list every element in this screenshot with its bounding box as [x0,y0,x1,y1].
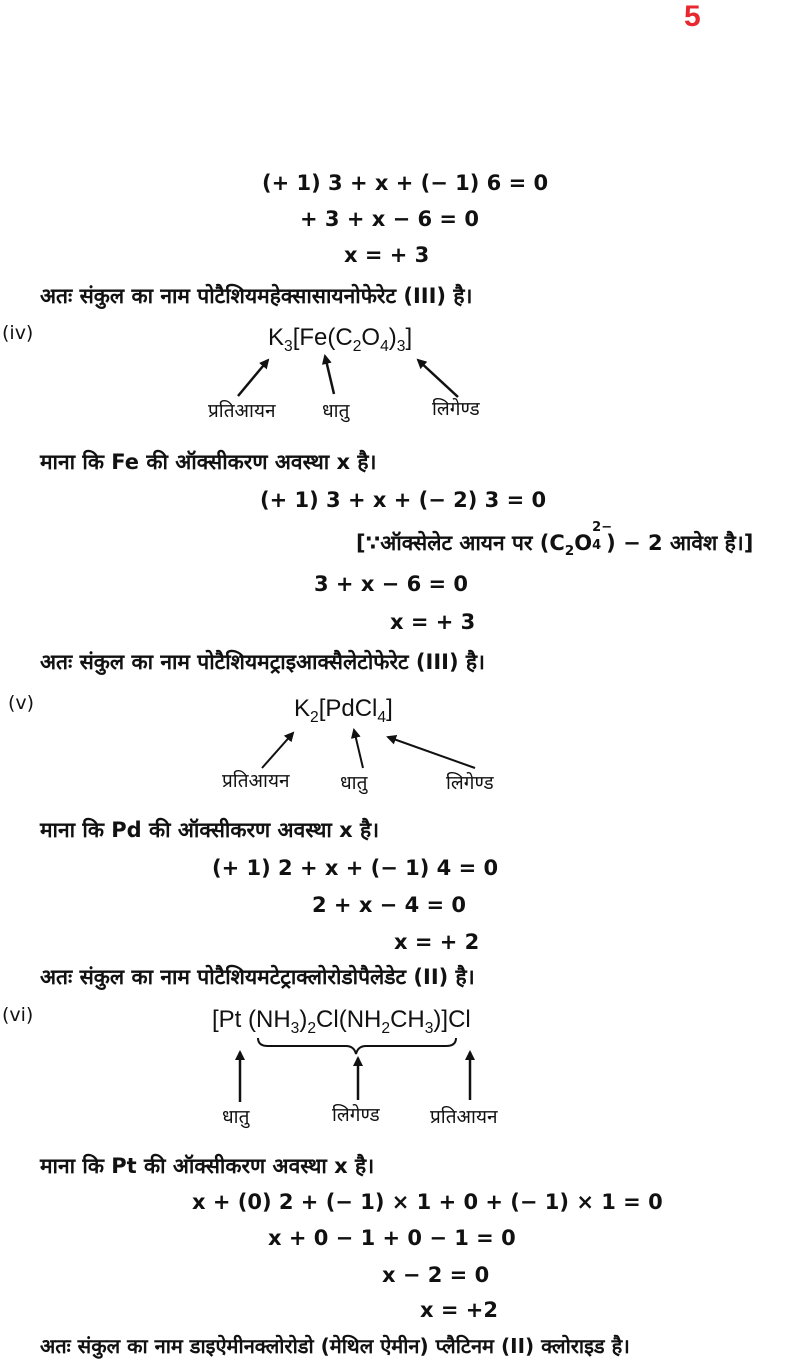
formula-subscript: 4 [377,708,387,726]
formula-part: K [294,695,311,722]
formula-part: ) [299,1006,308,1033]
equation-line: x = + 3 [344,243,430,267]
label-metal: धातु [340,772,368,794]
conclusion-line: अतः संकुल का नाम पोटैशियमहेक्सासायनोफेरेट (III) है। [40,284,473,308]
note-superscript: 2− [592,520,613,535]
label-ligand: लिगेण्ड [332,1104,380,1126]
conclusion-line: अतः संकुल का नाम डाइऐमीनक्लोरोडो (मेथिल ऐमीन) प्लैटिनम (II) क्लोराइड है। [40,1334,630,1358]
equation-line: x + 0 − 1 + 0 − 1 = 0 [268,1226,516,1250]
label-ligand: लिगेण्ड [432,398,480,420]
formula-subscript: 3 [290,1019,300,1037]
formula-part: [Fe(C [292,324,353,351]
formula-subscript: 4 [380,337,389,355]
label-metal: धातु [222,1106,250,1128]
formula-part: [Pt (NH [212,1006,291,1033]
formula-subscript: 2 [310,708,319,726]
formula-part: [PdCl [318,695,378,722]
formula-subscript: 3 [424,1019,434,1037]
formula-subscript: 3 [396,337,406,355]
formula-part: K [268,324,285,351]
page-number: 5 [684,0,701,33]
intro-line: माना कि Pd की ऑक्सीकरण अवस्था x है। [40,818,380,842]
intro-line: माना कि Fe की ऑक्सीकरण अवस्था x है। [40,450,377,474]
formula-part: ) [388,324,397,351]
label-counter-ion: प्रतिआयन [208,400,276,422]
formula-part: CH [390,1006,425,1033]
equation-line: 3 + x − 6 = 0 [314,572,469,596]
label-counter-ion: प्रतिआयन [430,1106,498,1128]
equation-line: + 3 + x − 6 = 0 [300,207,479,231]
note-part: O [574,531,593,555]
formula-part: )]Cl [433,1006,471,1033]
formula-part: O [361,324,381,351]
equation-line: x = + 2 [394,930,480,954]
section-label-iv: (iv) [2,322,34,344]
formula-subscript: 2 [381,1019,391,1037]
note-subscript: 4 [592,538,602,553]
formula-part: ] [405,324,413,351]
formula-subscript: 3 [284,337,293,355]
equation-line: x + (0) 2 + (− 1) × 1 + 0 + (− 1) × 1 = 0 [192,1190,663,1214]
formula-part: ] [386,695,393,722]
formula-subscript: 2 [352,337,362,355]
equation-line: x = +2 [420,1298,498,1322]
note-part: ) − 2 आवेश है।] [606,531,754,555]
equation-line: (+ 1) 3 + x + (− 2) 3 = 0 [260,488,547,512]
conclusion-line: अतः संकुल का नाम पोटैशियमट्राइआक्सैलेटोफेरेट (III) है। [40,650,485,674]
section-label-vi: (vi) [2,1004,34,1026]
intro-line: माना कि Pt की ऑक्सीकरण अवस्था x है। [40,1154,375,1178]
note-part: [∵ऑक्सेलेट आयन पर (C [356,531,565,555]
formula-part: Cl(NH [316,1006,382,1033]
equation-line: x − 2 = 0 [382,1263,490,1287]
ligand-brace [258,1038,456,1054]
label-ligand: लिगेण्ड [446,772,494,794]
equation-line: (+ 1) 3 + x + (− 1) 6 = 0 [262,171,549,195]
equation-line: x = + 3 [390,610,476,634]
conclusion-line: अतः संकुल का नाम पोटैशियमटेट्राक्लोरोडोपैलेडेट (II) है। [40,965,475,989]
equation-line: (+ 1) 2 + x + (− 1) 4 = 0 [212,856,499,880]
formula-subscript: 2 [307,1019,317,1037]
label-counter-ion: प्रतिआयन [222,770,290,792]
note-subscript: 2 [564,543,575,560]
section-label-v: (v) [8,692,35,714]
label-metal: धातु [322,400,350,422]
equation-line: 2 + x − 4 = 0 [312,893,467,917]
